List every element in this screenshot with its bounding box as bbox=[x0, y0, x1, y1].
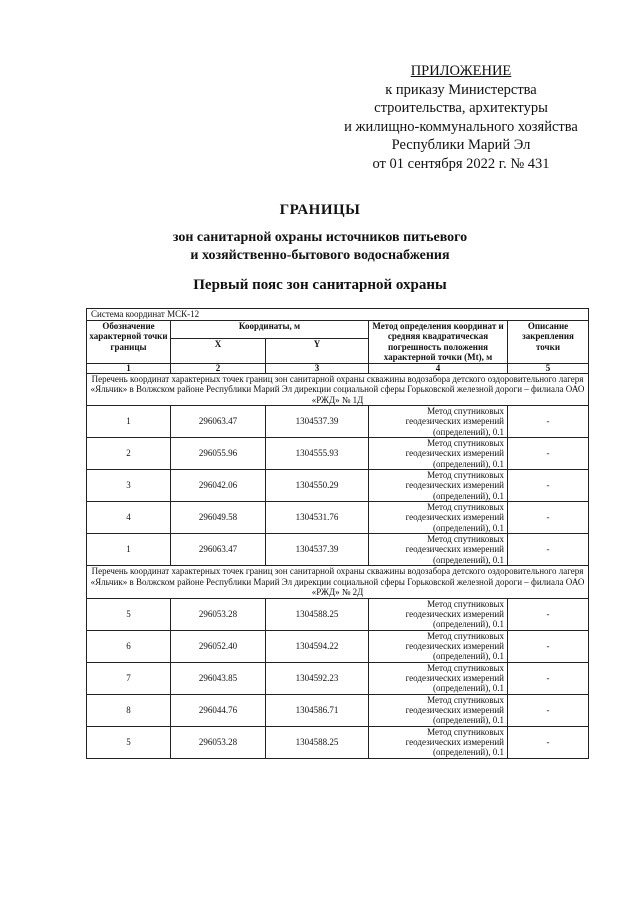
method-cell: Метод спутниковых геодезических измерений (определений), 0.1 bbox=[369, 630, 508, 662]
coord-x: 296053.28 bbox=[171, 598, 266, 630]
appendix-line: и жилищно-коммунального хозяйства bbox=[344, 118, 578, 135]
coord-y: 1304588.25 bbox=[266, 726, 369, 758]
coordinates-table bbox=[86, 308, 589, 759]
table-row bbox=[87, 470, 589, 502]
table-row bbox=[87, 534, 589, 566]
table-row bbox=[87, 662, 589, 694]
coord-x: 296049.58 bbox=[171, 502, 266, 534]
point-id: 2 bbox=[87, 438, 171, 470]
coord-y: 1304550.29 bbox=[266, 470, 369, 502]
table-row bbox=[87, 598, 589, 630]
coord-system-label: Система координат МСК-12 bbox=[87, 309, 589, 321]
coord-y: 1304594.22 bbox=[266, 630, 369, 662]
method-cell: Метод спутниковых геодезических измерений (определений), 0.1 bbox=[369, 470, 508, 502]
method-cell: Метод спутниковых геодезических измерений (определений), 0.1 bbox=[369, 662, 508, 694]
method-cell: Метод спутниковых геодезических измерений (определений), 0.1 bbox=[369, 406, 508, 438]
fixing-cell: - bbox=[508, 694, 589, 726]
method-cell: Метод спутниковых геодезических измерений (определений), 0.1 bbox=[369, 534, 508, 566]
point-id: 4 bbox=[87, 502, 171, 534]
fixing-cell: - bbox=[508, 470, 589, 502]
coord-y: 1304555.93 bbox=[266, 438, 369, 470]
coord-x: 296053.28 bbox=[171, 726, 266, 758]
fixing-cell: - bbox=[508, 630, 589, 662]
fixing-cell: - bbox=[508, 406, 589, 438]
col-number: 4 bbox=[369, 363, 508, 373]
appendix-title: ПРИЛОЖЕНИЕ bbox=[410, 63, 512, 79]
document-title: ГРАНИЦЫ bbox=[279, 202, 361, 218]
section-title: Перечень координат характерных точек границ зон санитарной охраны скважины водозабора детского оздоровительного лагеря «Яльчик» в Волжском районе Республики Марий Эл дирекции социальной сферы Горьковской железной дороги – филиала ОАО «РЖД» № 1Д bbox=[87, 373, 589, 406]
point-id: 1 bbox=[87, 406, 171, 438]
fixing-cell: - bbox=[508, 726, 589, 758]
appendix-line: Республики Марий Эл bbox=[391, 137, 531, 154]
appendix-line: строительства, архитектуры bbox=[374, 100, 548, 117]
section-title: Перечень координат характерных точек границ зон санитарной охраны скважины водозабора детского оздоровительного лагеря «Яльчик» в Волжском районе Республики Марий Эл дирекции социальной сферы Горьковской железной дороги – филиала ОАО «РЖД» № 2Д bbox=[87, 566, 589, 599]
point-id: 7 bbox=[87, 662, 171, 694]
point-id: 5 bbox=[87, 726, 171, 758]
coord-y: 1304588.25 bbox=[266, 598, 369, 630]
coord-y: 1304531.76 bbox=[266, 502, 369, 534]
coord-y: 1304586.71 bbox=[266, 694, 369, 726]
document-subtitle bbox=[0, 229, 640, 264]
coord-x: 296063.47 bbox=[171, 406, 266, 438]
coord-x: 296055.96 bbox=[171, 438, 266, 470]
belt-title: Первый пояс зон санитарной охраны bbox=[193, 277, 447, 293]
col-number: 5 bbox=[508, 363, 589, 373]
table-row bbox=[87, 630, 589, 662]
table-row bbox=[87, 406, 589, 438]
table-row bbox=[87, 694, 589, 726]
header-x: X bbox=[171, 338, 266, 363]
fixing-cell: - bbox=[508, 502, 589, 534]
col-number: 2 bbox=[171, 363, 266, 373]
header-y: Y bbox=[266, 338, 369, 363]
point-id: 6 bbox=[87, 630, 171, 662]
table-row bbox=[87, 502, 589, 534]
fixing-cell: - bbox=[508, 598, 589, 630]
point-id: 1 bbox=[87, 534, 171, 566]
fixing-cell: - bbox=[508, 662, 589, 694]
header-coords: Координаты, м bbox=[171, 320, 369, 338]
coord-x: 296044.76 bbox=[171, 694, 266, 726]
appendix-block bbox=[330, 62, 592, 174]
table-row bbox=[87, 438, 589, 470]
subtitle-line-1: зон санитарной охраны источников питьевого bbox=[172, 230, 468, 245]
appendix-line: к приказу Министерства bbox=[385, 81, 537, 98]
coord-x: 296052.40 bbox=[171, 630, 266, 662]
coord-y: 1304537.39 bbox=[266, 406, 369, 438]
coord-x: 296063.47 bbox=[171, 534, 266, 566]
point-id: 3 bbox=[87, 470, 171, 502]
coord-y: 1304592.23 bbox=[266, 662, 369, 694]
fixing-cell: - bbox=[508, 438, 589, 470]
point-id: 5 bbox=[87, 598, 171, 630]
header-method: Метод определения координат и средняя квадратическая погрешность положения характерной точки (Mt), м bbox=[369, 320, 508, 363]
coord-x: 296042.06 bbox=[171, 470, 266, 502]
coord-y: 1304537.39 bbox=[266, 534, 369, 566]
method-cell: Метод спутниковых геодезических измерений (определений), 0.1 bbox=[369, 598, 508, 630]
method-cell: Метод спутниковых геодезических измерений (определений), 0.1 bbox=[369, 438, 508, 470]
header-point: Обозначение характерной точки границы bbox=[87, 320, 171, 363]
method-cell: Метод спутниковых геодезических измерений (определений), 0.1 bbox=[369, 726, 508, 758]
method-cell: Метод спутниковых геодезических измерений (определений), 0.1 bbox=[369, 694, 508, 726]
table-row bbox=[87, 726, 589, 758]
subtitle-line-2: и хозяйственно-бытового водоснабжения bbox=[190, 247, 450, 263]
header-fixing: Описание закрепления точки bbox=[508, 320, 589, 363]
method-cell: Метод спутниковых геодезических измерений (определений), 0.1 bbox=[369, 502, 508, 534]
col-number: 3 bbox=[266, 363, 369, 373]
coord-x: 296043.85 bbox=[171, 662, 266, 694]
point-id: 8 bbox=[87, 694, 171, 726]
appendix-line: от 01 сентября 2022 г. № 431 bbox=[372, 155, 550, 172]
fixing-cell: - bbox=[508, 534, 589, 566]
col-number: 1 bbox=[87, 363, 171, 373]
